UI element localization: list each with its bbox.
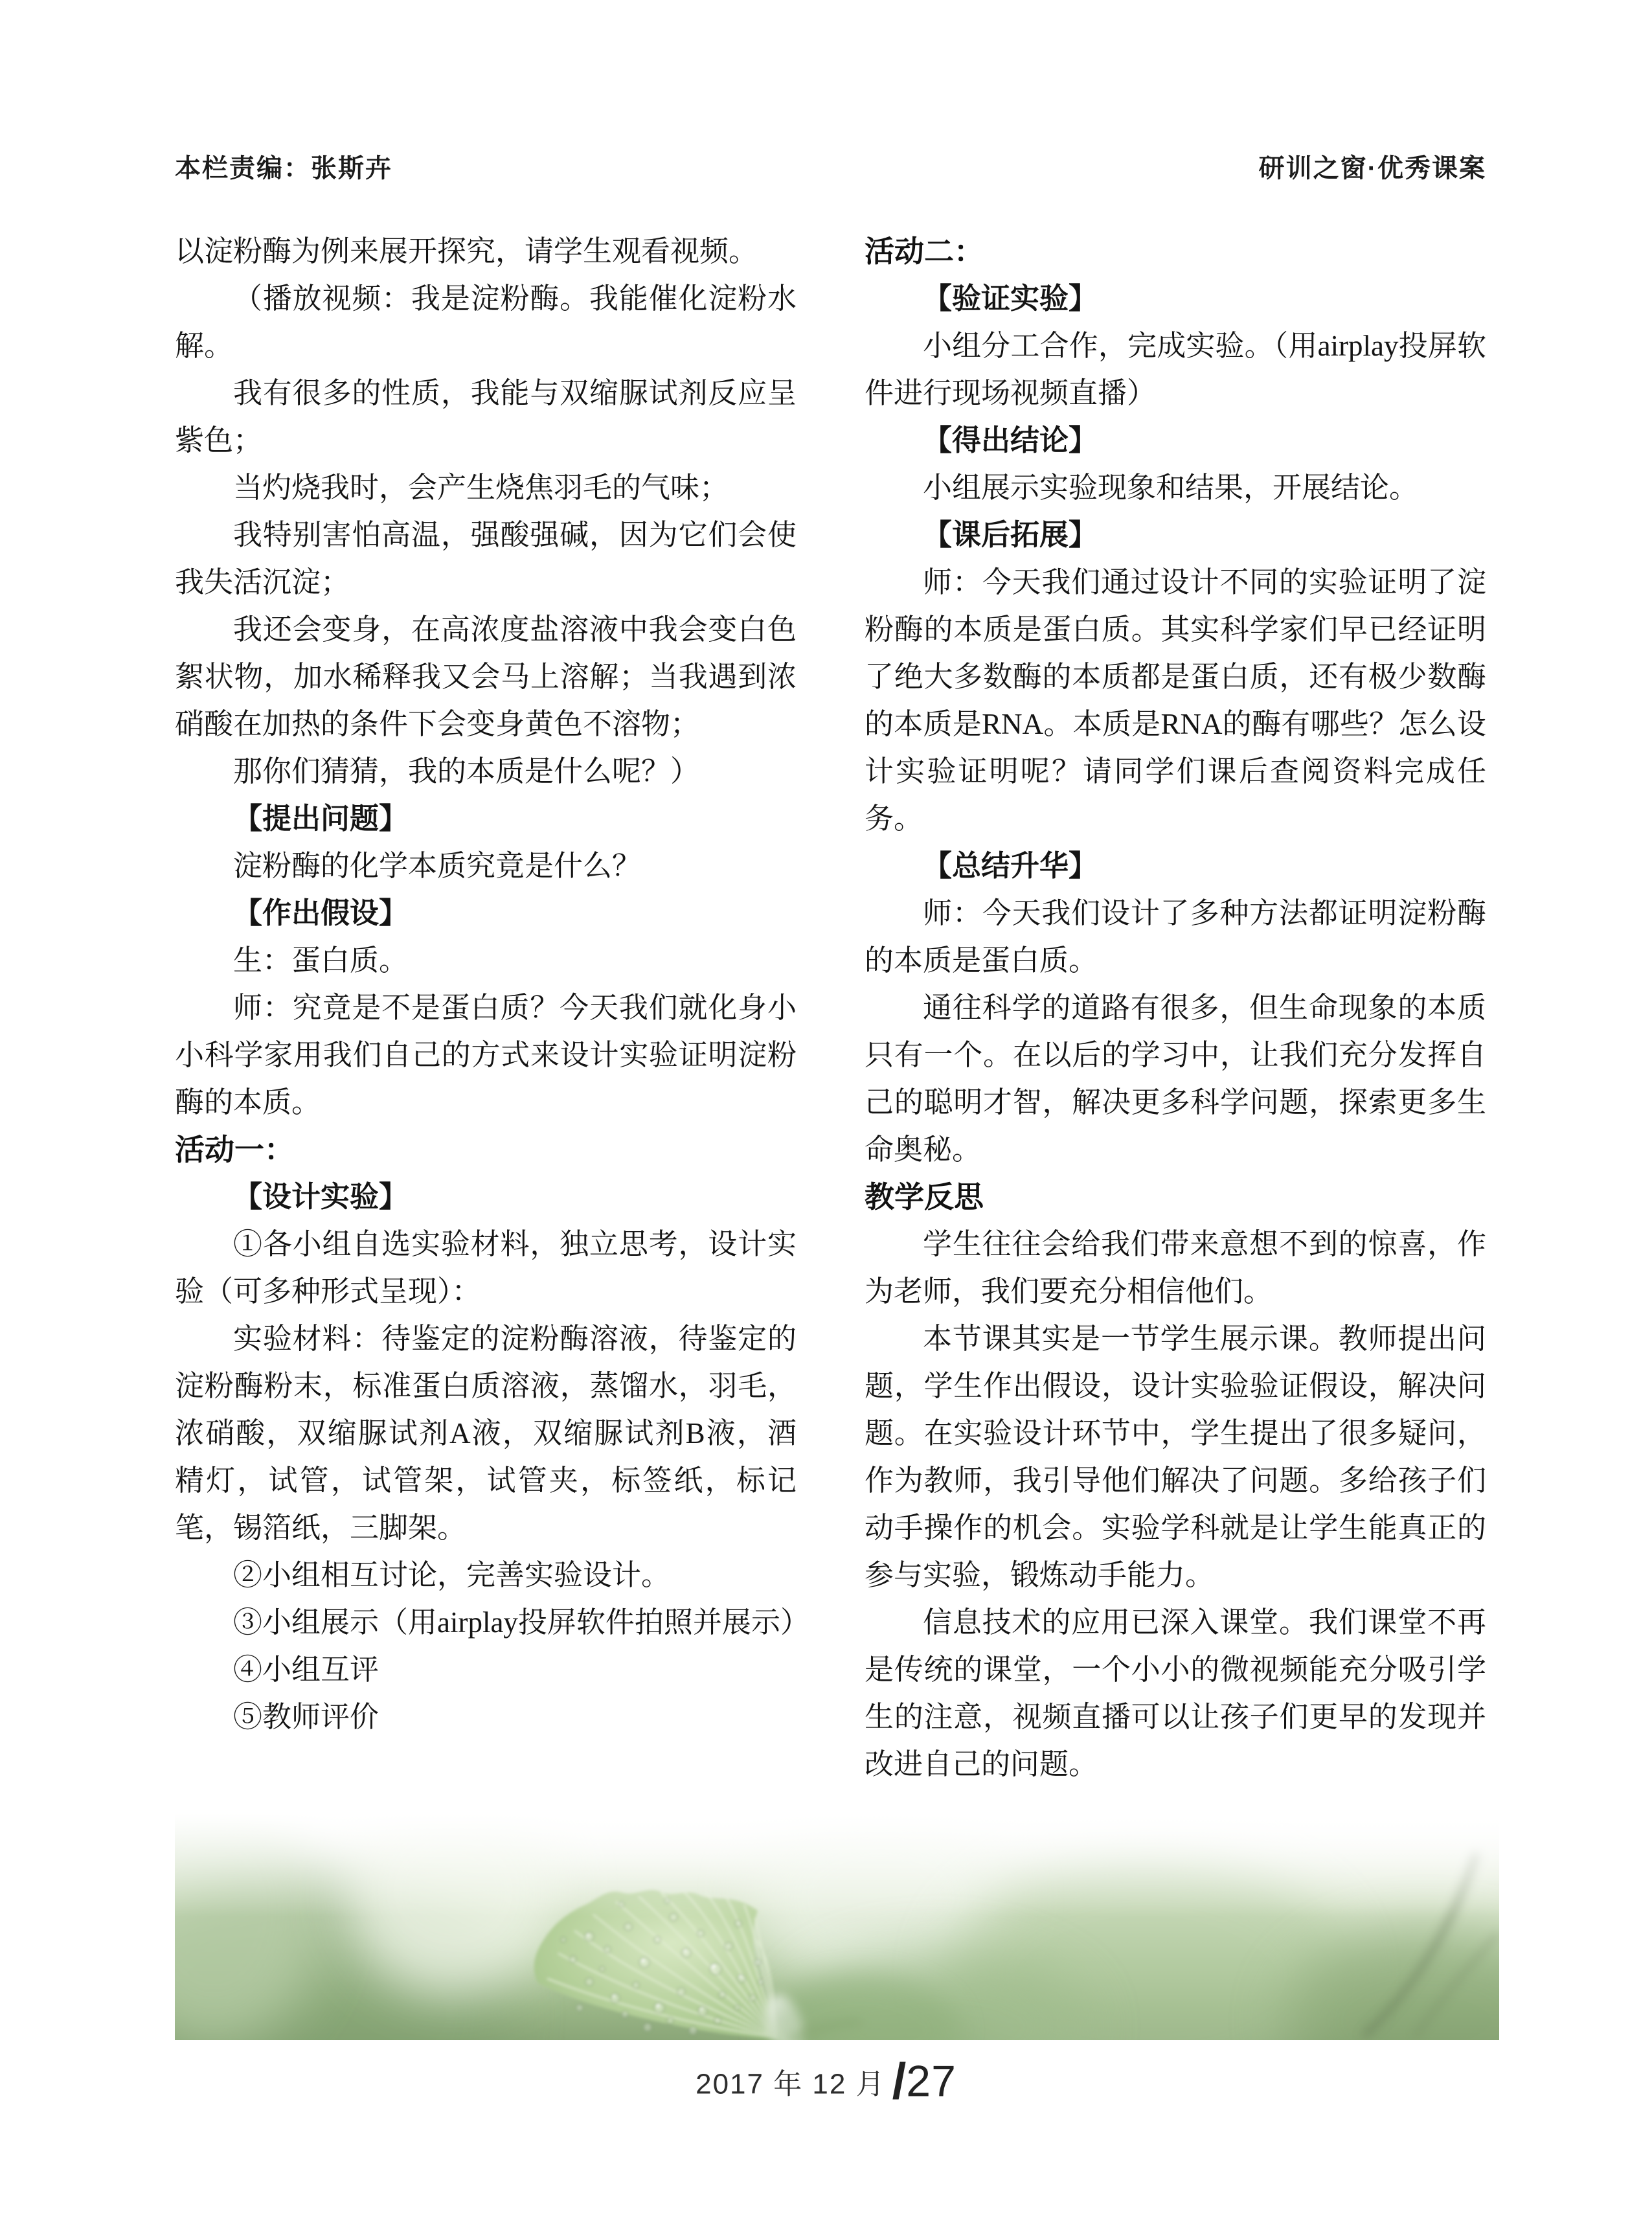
bracket-heading-summary: 【总结升华】 <box>923 850 1098 882</box>
page-header <box>175 148 1486 185</box>
paragraph: 生：蛋白质。 <box>233 944 409 977</box>
bracket-heading-draw-conclusion: 【得出结论】 <box>923 424 1098 457</box>
section-heading-activity-1: 活动一： <box>175 1133 294 1166</box>
paragraph: 师：今天我们设计了多种方法都证明淀粉酶的本质是蛋白质。 <box>865 897 1486 977</box>
page-number-slash: / <box>892 2052 907 2109</box>
bracket-heading-design-experiment: 【设计实验】 <box>233 1181 409 1213</box>
paragraph: 实验材料：待鉴定的淀粉酶溶液，待鉴定的淀粉酶粉末，标准蛋白质溶液，蒸馏水，羽毛，浓硝酸，双缩脲试剂A液，双缩脲试剂B液，酒精灯，试管，试管架，试管夹，标签纸，标记笔，锡箔纸，三脚架。 <box>175 1323 797 1544</box>
bracket-heading-make-hypothesis: 【作出假设】 <box>233 897 409 929</box>
bracket-heading-after-class-extension: 【课后拓展】 <box>923 519 1098 551</box>
paragraph: ④小组互评 <box>233 1653 379 1686</box>
paragraph: ①各小组自选实验材料，独立思考，设计实验（可多种形式呈现）： <box>175 1228 797 1308</box>
paragraph: 信息技术的应用已深入课堂。我们课堂不再是传统的课堂，一个小小的微视频能充分吸引学生的注意，视频直播可以让孩子们更早的发现并改进自己的问题。 <box>865 1606 1486 1780</box>
paragraph: 通往科学的道路有很多，但生命现象的本质只有一个。在以后的学习中，让我们充分发挥自己的聪明才智，解决更多科学问题，探索更多生命奥秘。 <box>865 992 1486 1166</box>
editor-credit: 本栏责编：张斯卉 <box>175 154 392 183</box>
paragraph: 小组展示实验现象和结果，开展结论。 <box>923 471 1419 504</box>
right-column <box>865 228 1486 1788</box>
paragraph: 当灼烧我时，会产生烧焦羽毛的气味； <box>233 471 729 504</box>
paragraph: 小组分工合作，完成实验。（用airplay投屏软件进行现场视频直播） <box>865 330 1486 409</box>
paragraph: 我特别害怕高温，强酸强碱，因为它们会使我失活沉淀； <box>175 519 797 598</box>
section-title: 研训之窗·优秀课案 <box>1258 154 1486 183</box>
paragraph: ②小组相互讨论，完善实验设计。 <box>233 1559 671 1591</box>
dew-leaf-photo <box>175 1813 1499 2040</box>
issue-date: 2017 年 12 月 <box>696 2068 886 2100</box>
left-column <box>175 228 809 1741</box>
paragraph: ③小组展示（用airplay投屏软件拍照并展示） <box>233 1606 809 1639</box>
section-heading-activity-2: 活动二： <box>865 234 984 268</box>
paragraph: 师：究竟是不是蛋白质？今天我们就化身小小科学家用我们自己的方式来设计实验证明淀粉酶的本质。 <box>175 992 797 1119</box>
section-heading-teaching-reflection: 教学反思 <box>865 1180 984 1214</box>
paragraph: 师：今天我们通过设计不同的实验证明了淀粉酶的本质是蛋白质。其实科学家们早已经证明了绝大多数酶的本质都是蛋白质，还有极少数酶的本质是RNA。本质是RNA的酶有哪些？怎么设计实验证明呢？请同学们课后查阅资料完成任务。 <box>865 566 1486 835</box>
bracket-heading-raise-question: 【提出问题】 <box>233 802 409 835</box>
paragraph: 学生往往会给我们带来意想不到的惊喜，作为老师，我们要充分相信他们。 <box>865 1228 1486 1308</box>
page-footer <box>0 2052 1652 2111</box>
bracket-heading-verify-experiment: 【验证实验】 <box>923 282 1098 315</box>
page-number: 27 <box>906 2056 956 2106</box>
paragraph: （播放视频：我是淀粉酶。我能催化淀粉水解。 <box>175 282 797 362</box>
paragraph: 本节课其实是一节学生展示课。教师提出问题，学生作出假设，设计实验验证假设，解决问题。在实验设计环节中，学生提出了很多疑问，作为教师，我引导他们解决了问题。多给孩子们动手操作的机会。实验学科就是让学生能真正的参与实验，锻炼动手能力。 <box>865 1323 1486 1591</box>
paragraph: 那你们猜猜，我的本质是什么呢？） <box>233 755 700 788</box>
paragraph: 淀粉酶的化学本质究竟是什么？ <box>233 850 642 882</box>
paragraph: 我还会变身，在高浓度盐溶液中我会变白色絮状物，加水稀释我又会马上溶解；当我遇到浓硝酸在加热的条件下会变身黄色不溶物； <box>175 613 797 740</box>
paragraph: ⑤教师评价 <box>233 1701 379 1733</box>
paragraph: 我有很多的性质，我能与双缩脲试剂反应呈紫色； <box>175 377 797 457</box>
paragraph: 以淀粉酶为例来展开探究，请学生观看视频。 <box>175 235 758 267</box>
